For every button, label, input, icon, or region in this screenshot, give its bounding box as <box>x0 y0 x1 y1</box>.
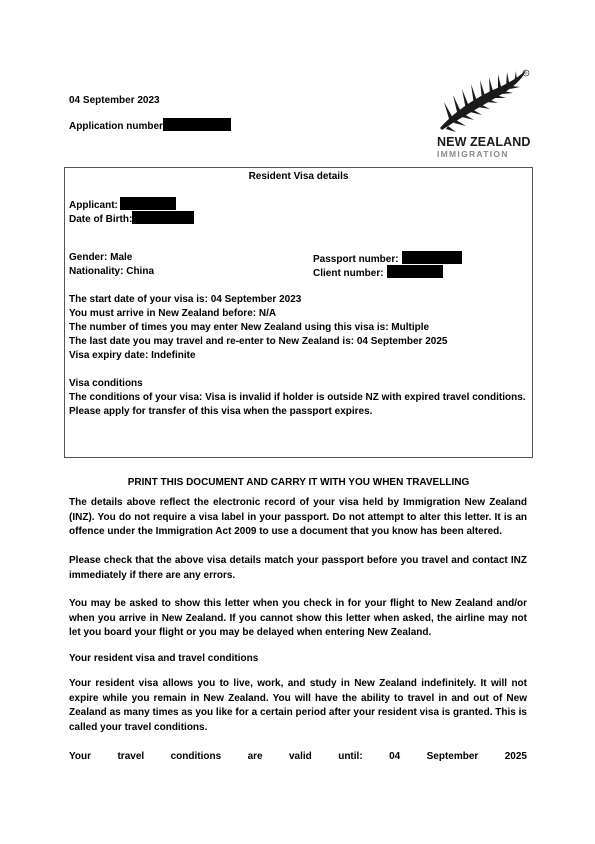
paragraph-resident-visa: Your resident visa allows you to live, work, and study in New Zealand indefinitely. It will not expire while you remain in New Zealand. You will have the ability to travel in and out of New Zealand as many times as you like for a certain period after your resident visa is granted. This is called your travel conditions. <box>69 678 527 733</box>
paragraph-electronic-record: The details above reflect the electronic record of your visa held by Immigration New Zealand (INZ). You do not require a visa label in your passport. Do not attempt to alter this letter. It is an offence under the Immigration Act 2009 to use a document that you know has been altered. <box>69 497 527 538</box>
paragraph-show-letter: You may be asked to show this letter when you check in for your flight to New Zealand and/or when you arrive in New Zealand. If you cannot show this letter when asked, the airline may not let you board your flight or you may be delayed when entering New Zealand. <box>69 598 527 639</box>
application-number <box>69 118 231 134</box>
last-line-word: Your <box>69 751 92 762</box>
paragraph-check-details: Please check that the above visa details match your passport before you travel and contact INZ immediately if there are any errors. <box>69 555 527 581</box>
dob-field <box>69 211 194 227</box>
entries-text: The number of times you may enter New Zealand using this visa is: Multiple <box>69 322 430 333</box>
nationality-text: Nationality: China <box>69 266 155 277</box>
logo-immigration: IMMIGRATION <box>437 149 509 159</box>
arrive-before-text: You must arrive in New Zealand before: N/A <box>69 308 277 319</box>
expiry-text: Visa expiry date: Indefinite <box>69 350 196 361</box>
last-line-word: until: <box>338 751 363 762</box>
start-date-text: The start date of your visa is: 04 September 2023 <box>69 294 302 305</box>
last-line-word: conditions <box>170 751 222 762</box>
trademark-symbol: ® <box>524 70 528 76</box>
logo-new-zealand: NEW ZEALAND <box>437 135 531 149</box>
client-field <box>313 265 443 281</box>
redacted-dob <box>132 211 194 224</box>
visa-box-title: Resident Visa details <box>248 171 349 182</box>
last-line-word: 2025 <box>504 751 527 762</box>
last-line-word: are <box>247 751 263 762</box>
travel-conditions-valid-line <box>69 750 527 764</box>
conditions-line-2: Please apply for transfer of this visa when the passport expires. <box>69 406 373 417</box>
passport-label: Passport number: <box>313 254 399 265</box>
gender-text: Gender: Male <box>69 252 133 263</box>
conditions-line-1: The conditions of your visa: Visa is invalid if holder is outside NZ with expired travel conditions. <box>69 392 526 403</box>
redacted-client <box>387 265 443 278</box>
client-label: Client number: <box>313 268 384 279</box>
application-number-label: Application number <box>69 121 163 132</box>
conditions-heading: Visa conditions <box>69 378 143 389</box>
redacted-applicant <box>120 197 176 210</box>
redacted-passport <box>402 251 462 264</box>
applicant-label: Applicant: <box>69 200 118 211</box>
print-heading: PRINT THIS DOCUMENT AND CARRY IT WITH YOU WHEN TRAVELLING <box>127 477 470 488</box>
travel-conditions-subheading: Your resident visa and travel conditions <box>69 653 259 664</box>
redacted-application-number <box>163 118 231 131</box>
last-line-word: travel <box>117 751 145 762</box>
last-line-word: 04 <box>389 751 401 762</box>
letter-date: 04 September 2023 <box>69 95 160 106</box>
last-date-text: The last date you may travel and re-enter to New Zealand is: 04 September 2025 <box>69 336 448 347</box>
last-line-word: September <box>426 751 479 762</box>
dob-label: Date of Birth: <box>69 214 133 225</box>
last-line-word: valid <box>289 751 312 762</box>
